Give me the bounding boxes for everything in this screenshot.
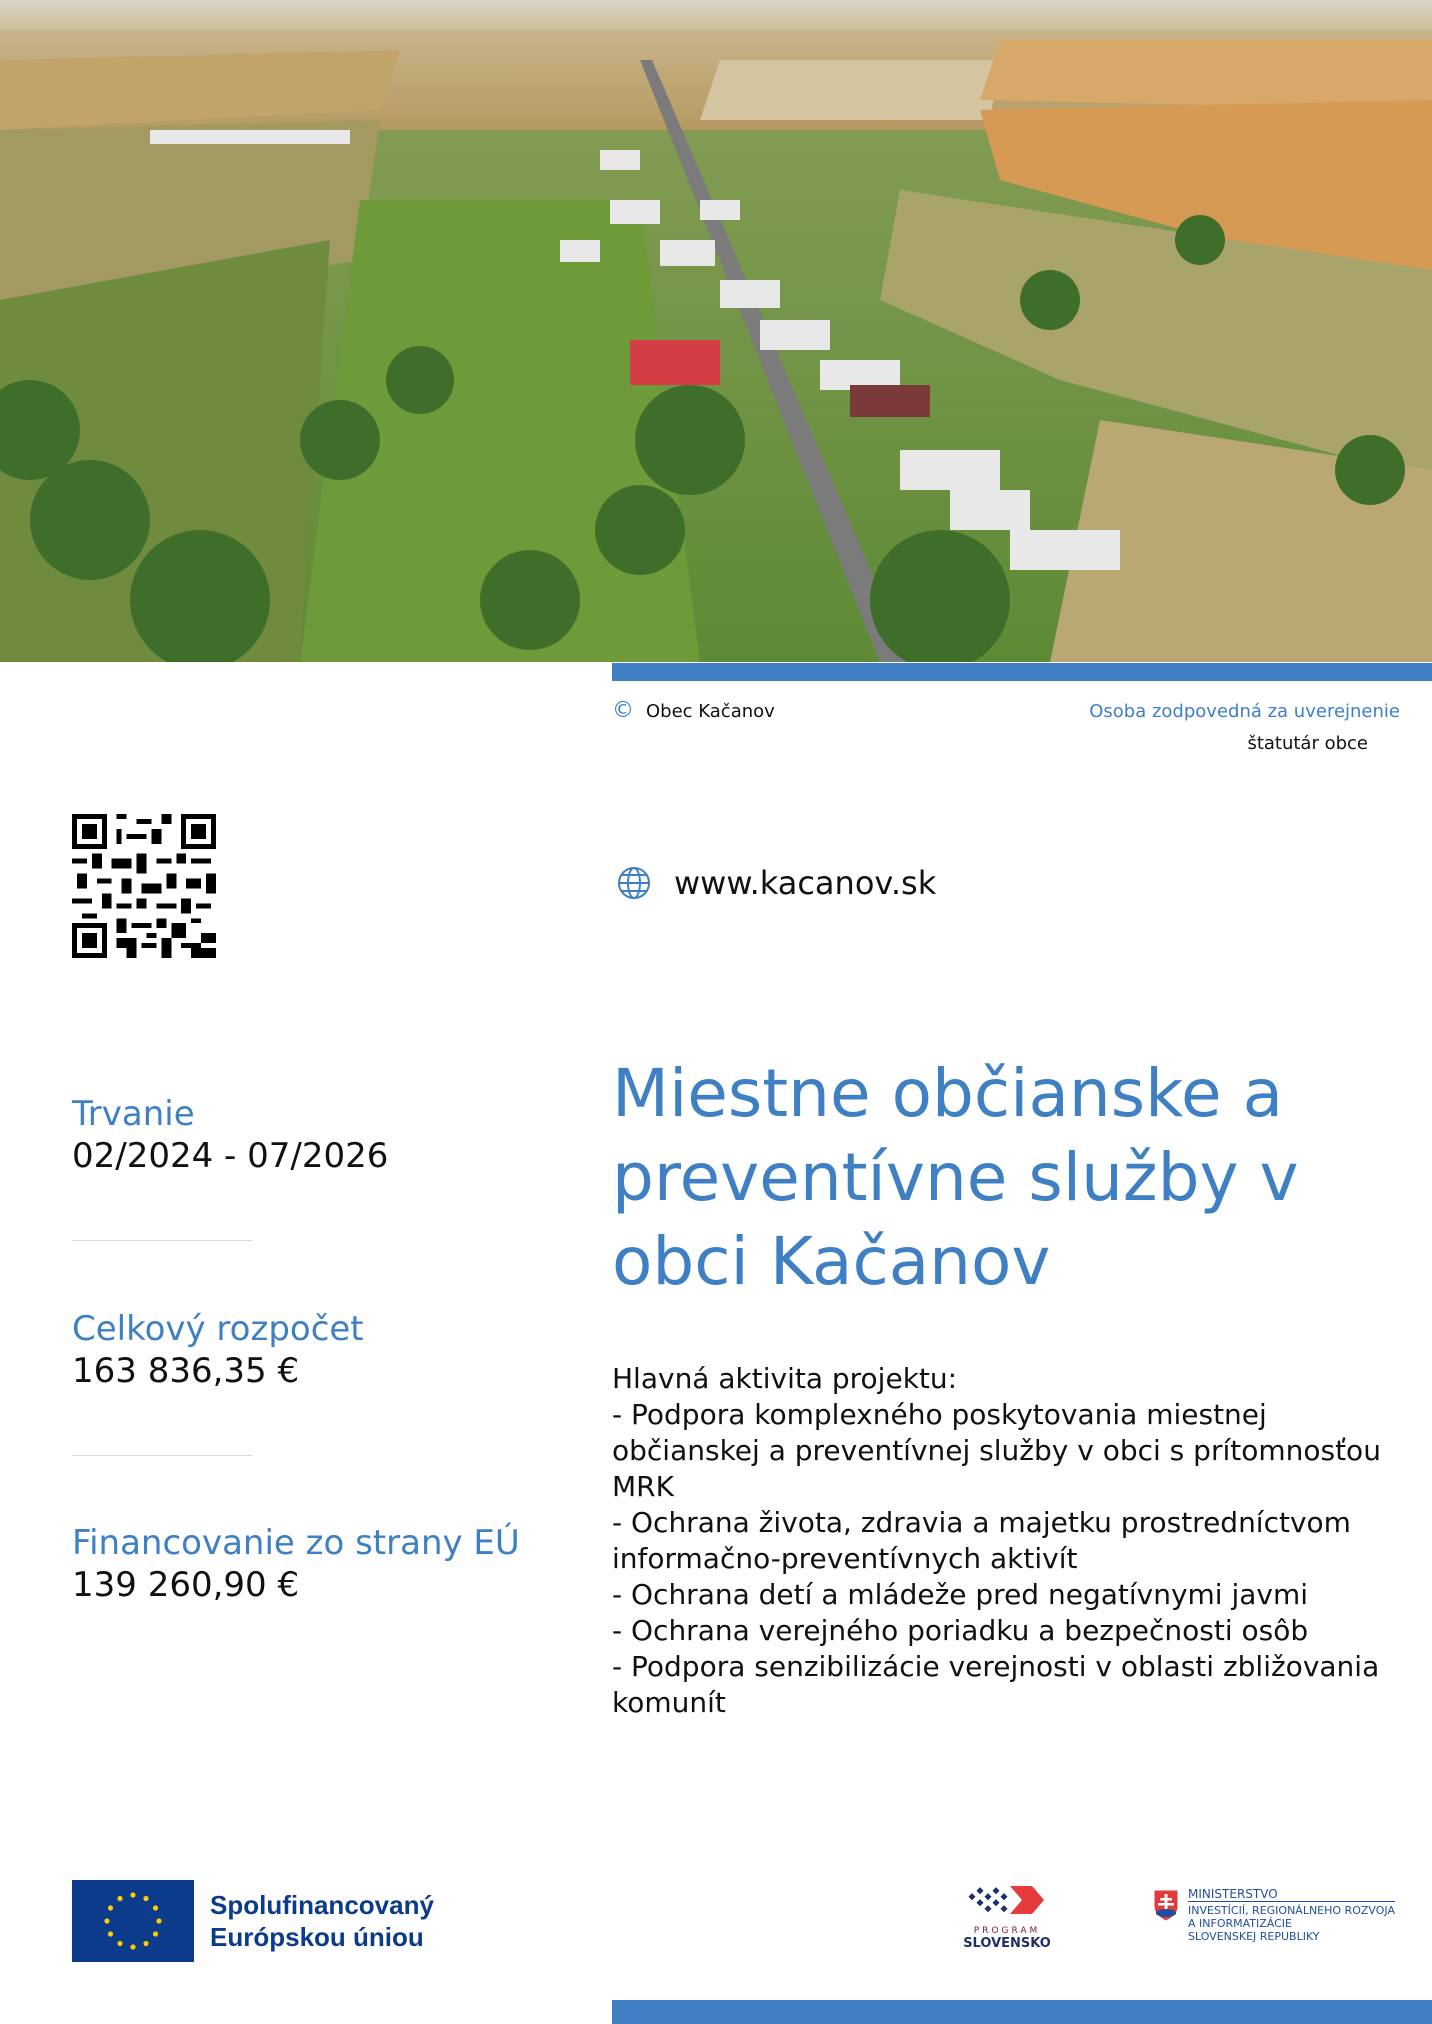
activity-item: - Ochrana verejného poriadku a bezpečnosti osôb (612, 1614, 1309, 1647)
activity-heading: Hlavná aktivita projektu: (612, 1362, 958, 1395)
activity-item: - Podpora senzibilizácie verejnosti v oblasti zbližovania komunít (612, 1650, 1380, 1719)
photo-credit-owner: Obec Kačanov (646, 700, 775, 722)
bottom-accent-bar (612, 2000, 1432, 2024)
program-logo-line2: SLOVENSKO (963, 1936, 1051, 1951)
eu-star (143, 1941, 148, 1946)
ministry-logo-head: MINISTERSTVO (1188, 1888, 1395, 1902)
website-url[interactable]: www.kacanov.sk (674, 864, 937, 902)
hero-photo (0, 0, 1432, 662)
slovak-coat-of-arms-icon (1152, 1888, 1180, 1922)
eu-star (117, 1941, 122, 1946)
photo-credit (612, 700, 775, 722)
activity-item: - Ochrana detí a mládeže pred negatívnymi javmi (612, 1578, 1309, 1611)
project-title: Miestne občianske a preventívne služby v obci Kačanov (612, 1055, 1299, 1300)
responsible-label: Osoba zodpovedná za uverejnenie (1089, 701, 1400, 722)
divider (72, 1240, 252, 1241)
eu-star (130, 1892, 135, 1897)
eu-logo-line1: Spolufinancovaný (210, 1890, 434, 1920)
eu-star (108, 1931, 113, 1936)
duration-block (72, 1094, 388, 1176)
qr-code[interactable] (72, 814, 216, 958)
top-accent-bar (612, 663, 1432, 681)
eu-star (143, 1896, 148, 1901)
activity-item: - Ochrana života, zdravia a majetku prostredníctvom informačno-preventívnych aktivít (612, 1506, 1351, 1575)
duration-label: Trvanie (72, 1094, 195, 1134)
eu-cofunded-logo (72, 1880, 434, 1962)
eu-star (104, 1918, 109, 1923)
eu-funding-label: Financovanie zo strany EÚ (72, 1523, 520, 1563)
website-link[interactable] (616, 864, 936, 902)
eu-star (153, 1905, 158, 1910)
copyright-icon: © (612, 698, 634, 723)
program-slovensko-logo (962, 1880, 1052, 1951)
responsible-value: štatutár obce (1247, 733, 1368, 754)
budget-block (72, 1309, 364, 1391)
program-logo-line1: PROGRAM (973, 1926, 1041, 1936)
budget-value: 163 836,35 € (72, 1351, 300, 1391)
ministry-logo-line3: SLOVENSKEJ REPUBLIKY (1188, 1930, 1320, 1943)
globe-icon (616, 865, 652, 901)
budget-label: Celkový rozpočet (72, 1309, 364, 1349)
program-slovensko-icon (962, 1880, 1052, 1920)
duration-value: 02/2024 - 07/2026 (72, 1136, 389, 1176)
eu-star (153, 1931, 158, 1936)
eu-flag-icon (72, 1880, 194, 1962)
eu-funding-block (72, 1523, 520, 1605)
eu-funding-value: 139 260,90 € (72, 1565, 300, 1605)
eu-star (130, 1944, 135, 1949)
ministry-logo-line1: INVESTÍCIÍ, REGIONÁLNEHO ROZVOJA (1188, 1904, 1395, 1917)
eu-logo-line2: Európskou úniou (210, 1922, 424, 1952)
project-activities (612, 1361, 1392, 1721)
eu-star (108, 1905, 113, 1910)
eu-star (117, 1896, 122, 1901)
divider (72, 1455, 252, 1456)
ministry-logo-line2: A INFORMATIZÁCIE (1188, 1917, 1292, 1930)
activity-item: - Podpora komplexného poskytovania miestnej občianskej a preventívnej služby v obci s prítomnosťou MRK (612, 1398, 1381, 1503)
eu-star (156, 1918, 161, 1923)
ministry-logo (1152, 1888, 1395, 1943)
